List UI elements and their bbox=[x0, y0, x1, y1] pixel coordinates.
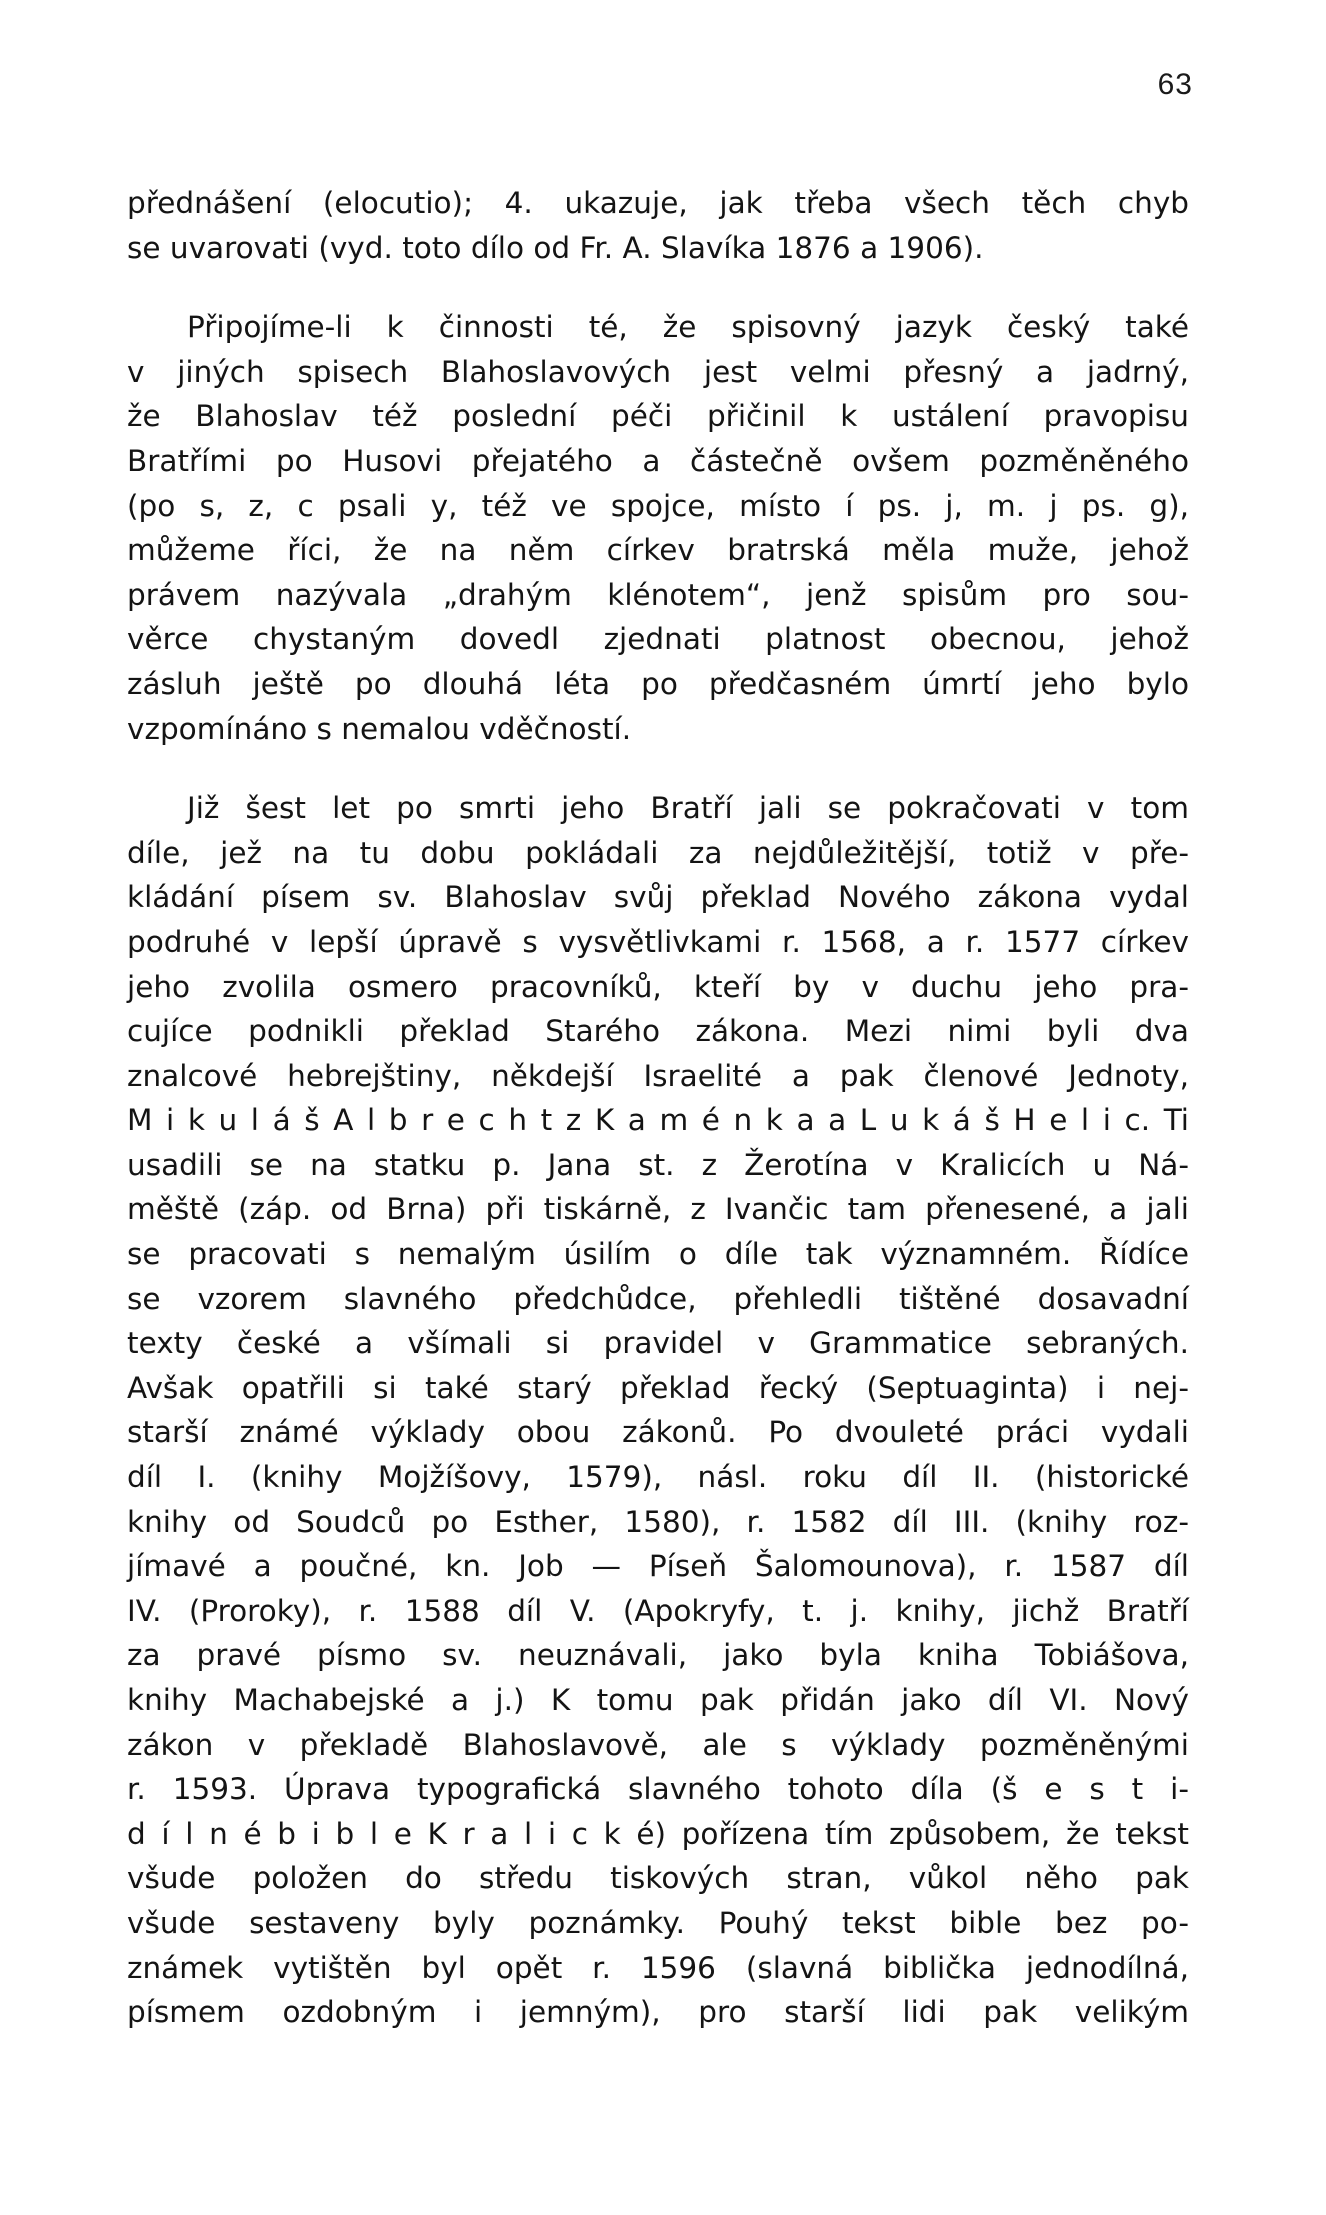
text-line: kládání písem sv. Blahoslav svůj překlad Nového zákona vydal bbox=[127, 880, 1189, 915]
text-line: všude položen do středu tiskových stran, vůkol něho pak bbox=[127, 1861, 1189, 1896]
text-line: měště (záp. od Brna) při tiskárně, z Ivančic tam přenesené, a jali bbox=[127, 1192, 1189, 1227]
text-line: díle, jež na tu dobu pokládali za nejdůležitější, totiž v pře- bbox=[127, 835, 1189, 870]
text-line: (po s, z, c psali y, též ve spojce, místo í ps. j, m. j ps. g), bbox=[127, 488, 1189, 523]
text-line: vzpomínáno s nemalou vděčností. bbox=[127, 711, 632, 746]
text-line: Avšak opatřili si také starý překlad řecký (Septuaginta) i nej- bbox=[127, 1370, 1189, 1405]
page-number: 63 bbox=[1157, 68, 1193, 101]
text-line: starší známé výklady obou zákonů. Po dvouleté práci vydali bbox=[127, 1415, 1189, 1450]
text-line: Již šest let po smrti jeho Bratří jali se pokračovati v tom bbox=[187, 791, 1189, 826]
text-line: Bratřími po Husovi přejatého a částečně ovšem pozměněného bbox=[127, 443, 1189, 478]
text-line: známek vytištěn byl opět r. 1596 (slavná biblička jednodílná, bbox=[127, 1950, 1189, 1985]
text-line: jeho zvolila osmero pracovníků, kteří by v duchu jeho pra- bbox=[127, 969, 1189, 1004]
text-line: znalcové hebrejštiny, někdejší Israelité a pak členové Jednoty, bbox=[127, 1058, 1189, 1093]
text-line: písmem ozdobným i jemným), pro starší lidi pak velikým bbox=[127, 1995, 1189, 2030]
text-line: že Blahoslav též poslední péči přičinil k ustálení pravopisu bbox=[127, 399, 1189, 434]
text-line: IV. (Proroky), r. 1588 díl V. (Apokryfy, t. j. knihy, jichž Bratří bbox=[127, 1593, 1189, 1628]
text-line: r. 1593. Úprava typografická slavného tohoto díla (š e s t i- bbox=[127, 1772, 1189, 1807]
text-line: knihy Machabejské a j.) K tomu pak přidán jako díl VI. Nový bbox=[127, 1683, 1189, 1717]
text-line: věrce chystaným dovedl zjednati platnost obecnou, jehož bbox=[127, 622, 1189, 657]
text-line: všude sestaveny byly poznámky. Pouhý tekst bible bez po- bbox=[127, 1905, 1189, 1940]
text-line: zásluh ještě po dlouhá léta po předčasném úmrtí jeho bylo bbox=[127, 666, 1189, 701]
text-line: se pracovati s nemalým úsilím o díle tak významném. Řídíce bbox=[127, 1237, 1189, 1272]
text-line: jímavé a poučné, kn. Job — Píseň Šalomounova), r. 1587 díl bbox=[127, 1549, 1189, 1584]
text-line: podruhé v lepší úpravě s vysvětlivkami r. 1568, a r. 1577 církev bbox=[127, 924, 1189, 959]
paragraph-1 bbox=[127, 181, 1189, 270]
text-line: usadili se na statku p. Jana st. z Žerotína v Kralicích u Ná- bbox=[127, 1147, 1189, 1182]
text-line: přednášení (elocutio); 4. ukazuje, jak třeba všech těch chyb bbox=[127, 186, 1189, 220]
text-line: M i k u l á š A l b r e c h t z K a m é n k a a L u k á š H e l i c. Ti bbox=[127, 1103, 1189, 1138]
text-line: právem nazývala „drahým klénotem“, jenž spisům pro sou- bbox=[127, 577, 1189, 612]
text-line: knihy od Soudců po Esther, 1580), r. 1582 díl III. (knihy roz- bbox=[127, 1504, 1189, 1539]
paragraph-3 bbox=[127, 786, 1189, 2035]
text-line: texty české a všímali si pravidel v Grammatice sebraných. bbox=[127, 1326, 1189, 1361]
text-line: cujíce podnikli překlad Starého zákona. Mezi nimi byli dva bbox=[127, 1014, 1189, 1049]
text-line: se uvarovati (vyd. toto dílo od Fr. A. Slavíka 1876 a 1906). bbox=[127, 230, 984, 265]
text-line: Připojíme-li k činnosti té, že spisovný jazyk český také bbox=[187, 310, 1189, 345]
text-line: zákon v překladě Blahoslavově, ale s výklady pozměněnými bbox=[127, 1727, 1189, 1762]
text-line: se vzorem slavného předchůdce, přehledli tištěné dosavadní bbox=[127, 1281, 1189, 1316]
text-line: můžeme říci, že na něm církev bratrská měla muže, jehož bbox=[127, 533, 1189, 568]
text-line: v jiných spisech Blahoslavových jest velmi přesný a jadrný, bbox=[127, 354, 1189, 389]
paragraph-2 bbox=[127, 305, 1189, 751]
page-body bbox=[127, 181, 1189, 2035]
text-line: za pravé písmo sv. neuznávali, jako byla kniha Tobiášova, bbox=[127, 1638, 1189, 1673]
text-line: díl I. (knihy Mojžíšovy, 1579), násl. roku díl II. (historické bbox=[127, 1460, 1189, 1495]
text-line: d í l n é b i b l e K r a l i c k é) pořízena tím způsobem, že tekst bbox=[127, 1816, 1189, 1851]
